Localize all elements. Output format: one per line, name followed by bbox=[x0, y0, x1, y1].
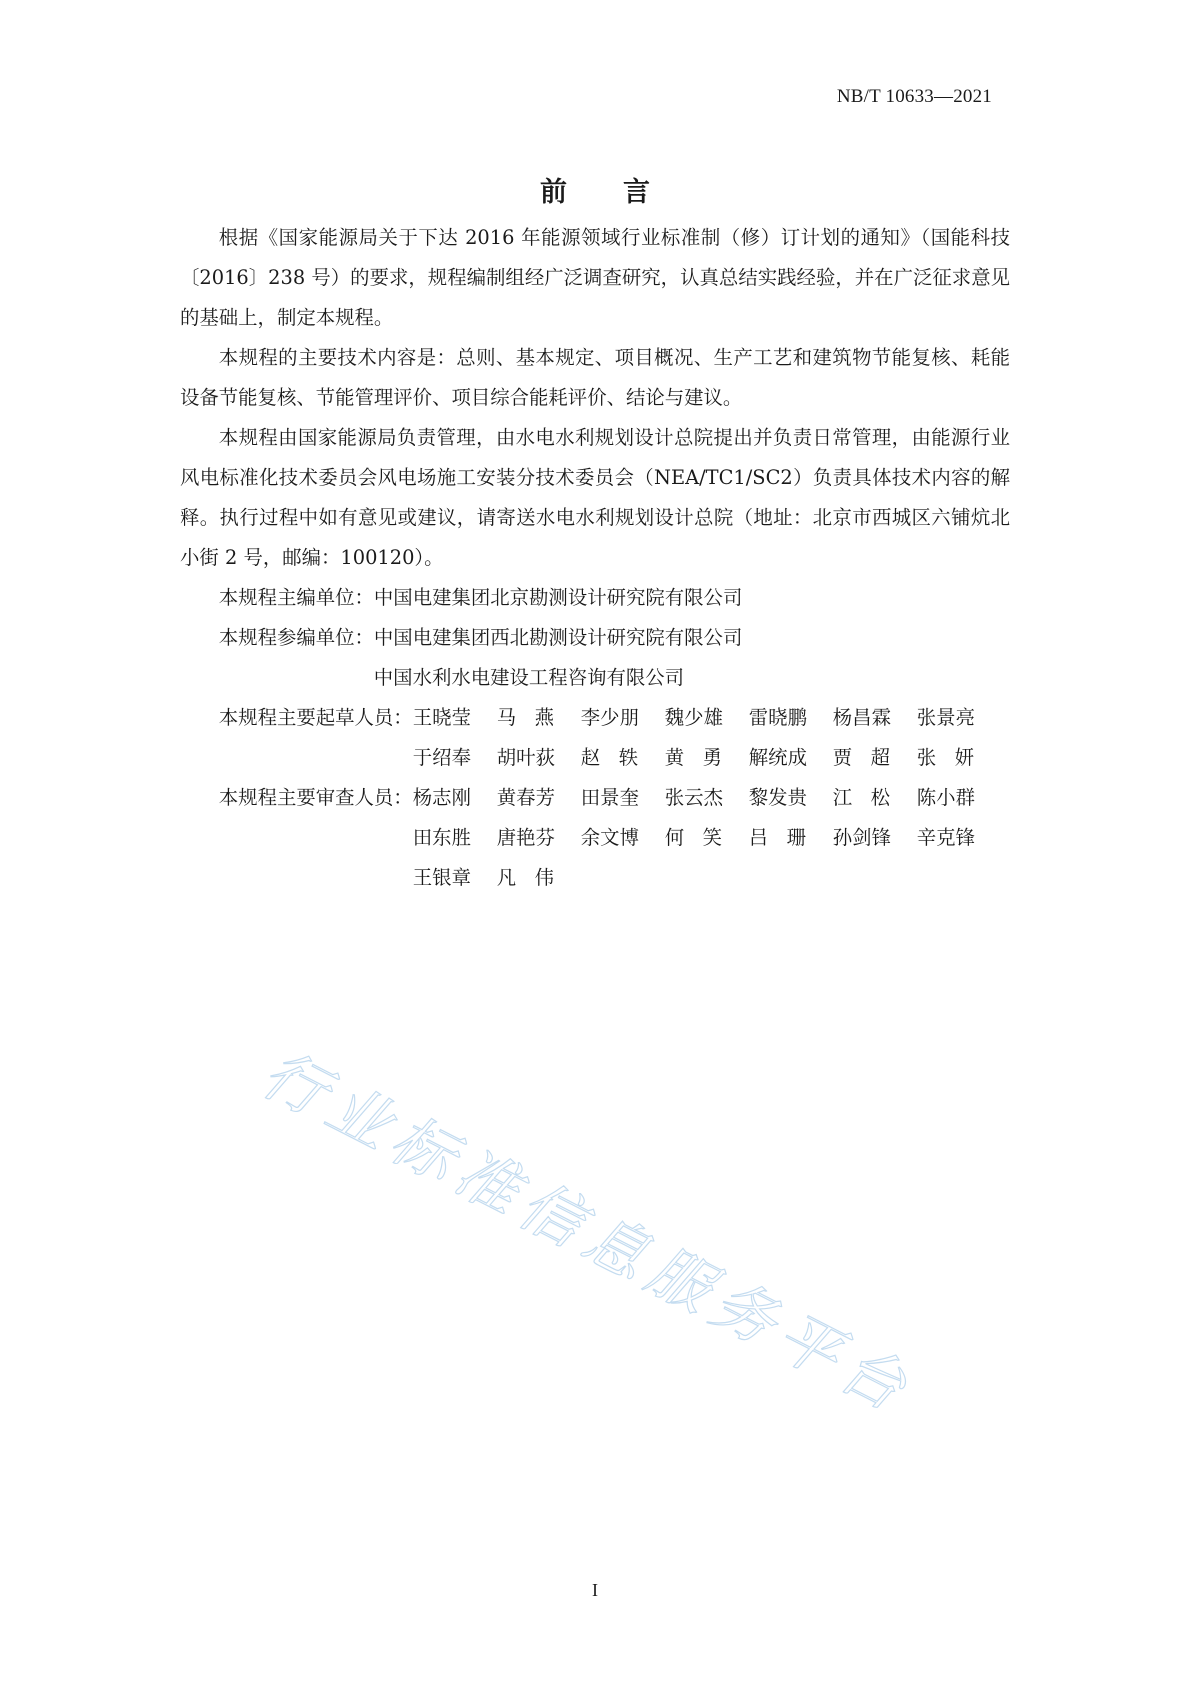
person-name: 黄春芳 bbox=[496, 786, 555, 809]
title-char-2: 言 bbox=[623, 177, 650, 208]
person-name: 唐艳芬 bbox=[496, 826, 555, 849]
drafters-row bbox=[180, 698, 1010, 778]
person-name: 田东胜 bbox=[412, 826, 471, 849]
person-name: 何笑 bbox=[664, 826, 741, 849]
person-name: 王晓莹 bbox=[412, 706, 471, 729]
person-name: 黄勇 bbox=[664, 746, 741, 769]
person-name: 江松 bbox=[832, 786, 909, 809]
participating-editor-label: 本规程参编单位： bbox=[218, 626, 374, 649]
chief-editor-label: 本规程主编单位： bbox=[218, 586, 374, 609]
document-body bbox=[180, 218, 1010, 898]
person-name: 胡叶荻 bbox=[496, 746, 555, 769]
person-name: 雷晓鹏 bbox=[748, 706, 807, 729]
title-char-1: 前 bbox=[540, 177, 567, 208]
paragraph-basis: 根据《国家能源局关于下达 2016 年能源领域行业标准制（修）订计划的通知》（国能科技〔2016〕238 号）的要求，规程编制组经广泛调查研究，认真总结实践经验，并在广泛征求意见的基础上，制定本规程。 bbox=[180, 226, 1010, 329]
person-name: 李少朋 bbox=[580, 706, 639, 729]
person-name: 解统成 bbox=[748, 746, 807, 769]
reviewers-names bbox=[413, 778, 1001, 898]
person-name: 张妍 bbox=[916, 746, 993, 769]
person-name: 王银章 bbox=[412, 866, 471, 889]
person-name: 凡伟 bbox=[496, 866, 573, 889]
chief-editor-row bbox=[180, 578, 1010, 618]
page-number: I bbox=[592, 1580, 598, 1600]
person-name: 辛克锋 bbox=[916, 826, 975, 849]
chief-editor-unit: 中国电建集团北京勘测设计研究院有限公司 bbox=[373, 586, 743, 609]
page-title bbox=[0, 170, 1190, 209]
person-name: 杨昌霖 bbox=[832, 706, 891, 729]
standard-number: NB/T 10633—2021 bbox=[836, 86, 992, 107]
participating-editor-unit: 中国水利水电建设工程咨询有限公司 bbox=[373, 666, 685, 689]
participating-editor-unit: 中国电建集团西北勘测设计研究院有限公司 bbox=[373, 626, 743, 649]
paragraph-main-content: 本规程的主要技术内容是：总则、基本规定、项目概况、生产工艺和建筑物节能复核、耗能设备节能复核、节能管理评价、项目综合能耗评价、结论与建议。 bbox=[180, 346, 1010, 409]
person-name: 杨志刚 bbox=[412, 786, 471, 809]
reviewers-label: 本规程主要审查人员： bbox=[218, 786, 413, 809]
person-name: 吕珊 bbox=[748, 826, 825, 849]
drafters-label: 本规程主要起草人员： bbox=[218, 706, 413, 729]
person-name: 赵轶 bbox=[580, 746, 657, 769]
person-name: 于绍奉 bbox=[412, 746, 471, 769]
paragraph-management: 本规程由国家能源局负责管理，由水电水利规划设计总院提出并负责日常管理，由能源行业风电标准化技术委员会风电场施工安装分技术委员会（NEA/TC1/SC2）负责具体技术内容的解释。执行过程中如有意见或建议，请寄送水电水利规划设计总院（地址：北京市西城区六铺炕北小街 2 号，邮编：100120）。 bbox=[180, 426, 1010, 569]
person-name: 余文博 bbox=[580, 826, 639, 849]
participating-editor-row-2 bbox=[180, 658, 1010, 698]
person-name: 张景亮 bbox=[916, 706, 975, 729]
person-name: 张云杰 bbox=[664, 786, 723, 809]
person-name: 马燕 bbox=[496, 706, 573, 729]
reviewers-row bbox=[180, 778, 1010, 898]
participating-editor-row bbox=[180, 618, 1010, 658]
drafters-names bbox=[413, 698, 1001, 778]
person-name: 贾超 bbox=[832, 746, 909, 769]
person-name: 魏少雄 bbox=[664, 706, 723, 729]
watermark-text: 行业标准信息服务平台 bbox=[250, 1036, 926, 1429]
person-name: 陈小群 bbox=[916, 786, 975, 809]
person-name: 田景奎 bbox=[580, 786, 639, 809]
person-name: 黎发贵 bbox=[748, 786, 807, 809]
person-name: 孙剑锋 bbox=[832, 826, 891, 849]
